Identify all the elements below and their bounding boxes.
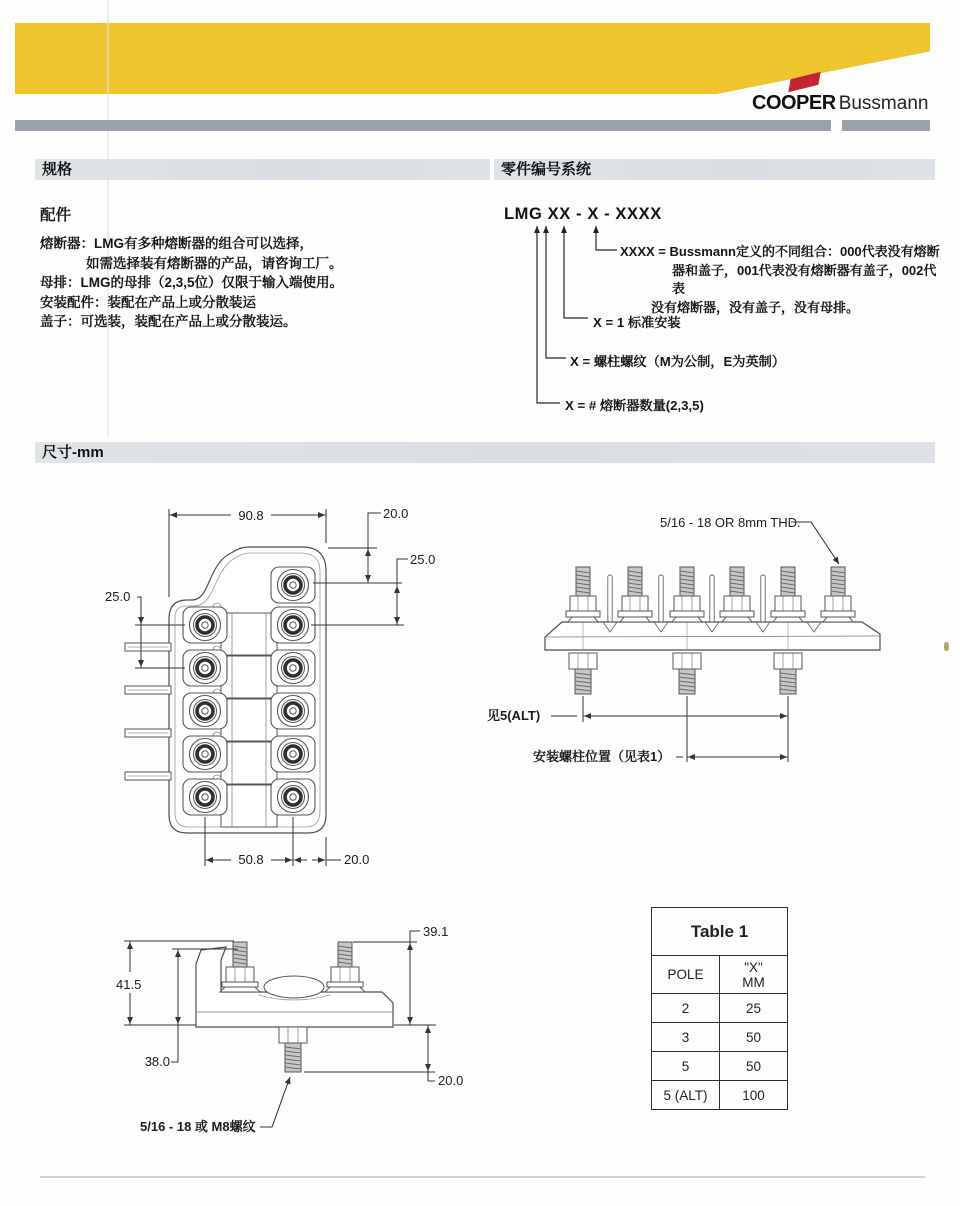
fuse-clip-tab bbox=[125, 729, 171, 737]
terminal-stud bbox=[618, 567, 652, 622]
fuse-body bbox=[221, 785, 277, 827]
callout-line-mounting bbox=[564, 226, 588, 318]
terminal-stud bbox=[325, 942, 365, 992]
part-number-thread-label: X = 螺柱螺纹（M为公制，E为英制） bbox=[570, 354, 786, 369]
dim-width-label: 90.8 bbox=[238, 508, 264, 523]
accessories-line-mounting: 安装配件：装配在产品上或分散装运 bbox=[40, 294, 256, 310]
alt-span-label: 见5(ALT) bbox=[487, 708, 541, 723]
fuse-body bbox=[221, 699, 277, 741]
accessories-line-busbar: 母排：LMG的母排（2,3,5位）仅限于输入端使用。 bbox=[40, 275, 344, 290]
mounting-stud bbox=[569, 653, 597, 694]
end-view-drawing bbox=[60, 890, 520, 1170]
scan-speck bbox=[944, 642, 949, 651]
accessories-text bbox=[40, 234, 500, 332]
accessories-line-fuse2: 如需选择装有熔断器的产品，请咨询工厂。 bbox=[86, 255, 343, 271]
table-row: 2 25 bbox=[652, 994, 788, 1023]
accessories-line-cover: 盖子：可选装，装配在产品上或分散装运。 bbox=[40, 314, 297, 329]
table-row: 5 50 bbox=[652, 1052, 788, 1081]
terminal-stud bbox=[271, 736, 315, 772]
terminal-stud bbox=[183, 736, 227, 772]
height-left-label: 41.5 bbox=[116, 977, 142, 992]
brand-logo bbox=[752, 92, 942, 114]
footer-divider bbox=[40, 1176, 925, 1178]
terminal-stud bbox=[271, 607, 315, 643]
mounting-stud bbox=[774, 653, 802, 694]
section-title-dimensions: 尺寸-mm bbox=[35, 442, 935, 463]
fuse-body bbox=[221, 656, 277, 698]
mounting-stud bbox=[673, 653, 701, 694]
stud-length-label: 20.0 bbox=[438, 1073, 464, 1088]
terminal-stud bbox=[771, 567, 805, 622]
height-overall-label: 39.1 bbox=[423, 924, 449, 939]
terminal-stud bbox=[271, 693, 315, 729]
terminal-stud bbox=[183, 693, 227, 729]
terminal-stud bbox=[720, 567, 754, 622]
part-number-code: LMG XX - X - XXXX bbox=[504, 205, 662, 223]
combo-note-line1: XXXX = Bussmann定义的不同组合：000代表没有熔断 bbox=[620, 244, 940, 259]
table1-title: Table 1 bbox=[652, 908, 788, 956]
terminal-stud bbox=[670, 567, 704, 622]
part-number-mounting-label: X = 1 标准安装 bbox=[593, 315, 681, 330]
fuse-clip-tab bbox=[125, 772, 171, 780]
table1-col-x: "X" MM bbox=[720, 956, 788, 994]
side-view-drawing bbox=[480, 505, 945, 775]
accessories-line-fuse: 熔断器：LMG有多种熔断器的组合可以选择， bbox=[40, 236, 313, 251]
separator-pin bbox=[710, 575, 714, 622]
mounting-stud bbox=[279, 1027, 307, 1072]
header-divider-left bbox=[15, 120, 831, 131]
stud-position-label: 安装螺柱位置（见表1） bbox=[533, 749, 671, 764]
fuse-clip-tab bbox=[125, 686, 171, 694]
terminal-stud bbox=[271, 650, 315, 686]
separator-pin bbox=[608, 575, 612, 622]
terminal-stud bbox=[183, 650, 227, 686]
scan-artifact-line bbox=[107, 0, 109, 436]
center-dome bbox=[264, 976, 324, 998]
table1 bbox=[651, 907, 788, 1110]
fuse-body bbox=[221, 613, 277, 655]
input-stud bbox=[271, 567, 315, 603]
top-view-drawing bbox=[95, 495, 455, 880]
part-number-combo-note bbox=[620, 243, 942, 317]
brand-name-regular: Bussmann bbox=[838, 93, 929, 114]
thread-callout-label: 5/16 - 18 OR 8mm THD. bbox=[660, 515, 801, 530]
dim-pitch-right-label: 25.0 bbox=[410, 552, 436, 567]
brand-name-bold: COOPER bbox=[752, 92, 836, 114]
separator-pin bbox=[659, 575, 663, 622]
combo-note-line2: 器和盖子，001代表没有熔断器有盖子，002代表 bbox=[672, 262, 937, 296]
dim-pitch-left-label: 25.0 bbox=[105, 589, 131, 604]
terminal-stud bbox=[566, 567, 600, 622]
table-row: 3 50 bbox=[652, 1023, 788, 1052]
dim-edge-label: 20.0 bbox=[344, 852, 370, 867]
section-title-part-numbering: 零件编号系统 bbox=[494, 159, 935, 180]
terminal-stud bbox=[183, 779, 227, 815]
table1-col-pole: POLE bbox=[652, 956, 720, 994]
callout-line-combo bbox=[596, 226, 617, 250]
accessories-heading: 配件 bbox=[40, 207, 72, 224]
part-number-count-label: X = # 熔断器数量(2,3,5) bbox=[565, 398, 704, 413]
combo-note-line3: 没有熔断器，没有盖子，没有母排。 bbox=[651, 299, 860, 315]
terminal-stud bbox=[271, 779, 315, 815]
thread-callout-leader bbox=[260, 1077, 290, 1127]
height-body-label: 38.0 bbox=[144, 1054, 170, 1069]
separator-pin bbox=[761, 575, 765, 622]
callout-line-thread bbox=[546, 226, 566, 358]
terminal-stud bbox=[183, 607, 227, 643]
dim-pitch-top-label: 20.0 bbox=[383, 506, 409, 521]
thread-callout-label: 5/16 - 18 或 M8螺纹 bbox=[140, 1119, 256, 1134]
header-divider-right bbox=[842, 120, 930, 131]
input-stud bbox=[821, 567, 855, 622]
table-row: 5 (ALT) 100 bbox=[652, 1081, 788, 1110]
fuse-body bbox=[221, 742, 277, 784]
callout-line-count bbox=[537, 226, 560, 403]
fuse-clip-tab bbox=[125, 643, 171, 651]
dim-stud-span-label: 50.8 bbox=[238, 852, 264, 867]
section-title-spec: 规格 bbox=[35, 159, 490, 180]
